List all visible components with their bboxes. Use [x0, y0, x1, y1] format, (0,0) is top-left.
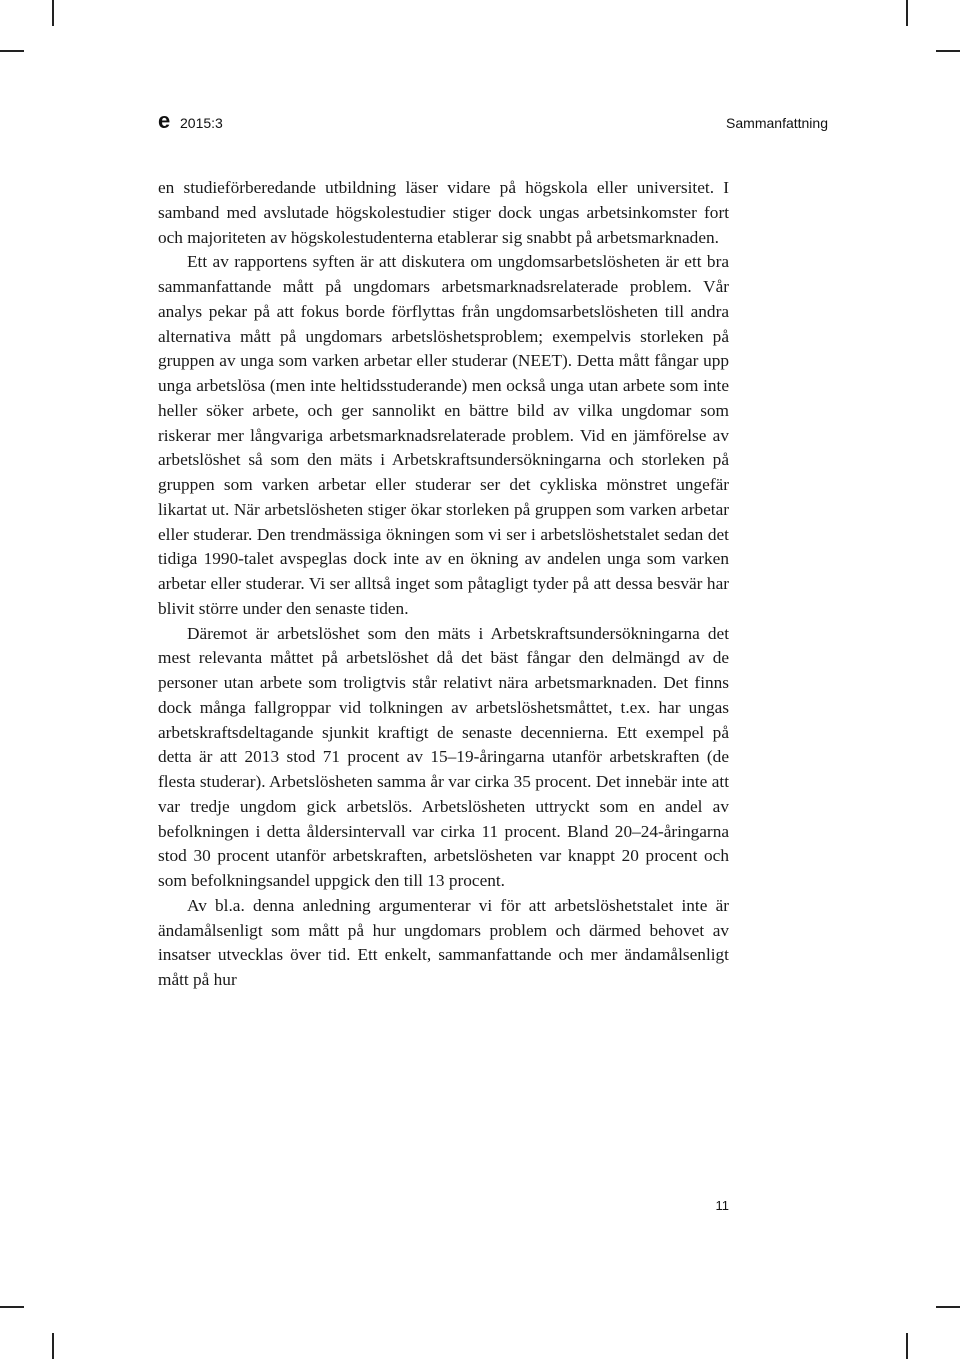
- paragraph-2: Ett av rapportens syften är att diskutera om ungdomsarbetslösheten är ett bra sammanfattande mått på ungdomars arbetsmarknadsrelaterade problem. Vår analys pekar på att fokus borde förflyttas från ungdomsarbetslösheten till andra alternativa mått på ungdomars arbetslöshetsproblem; exempelvis storleken på gruppen av unga som varken arbetar eller studerar (NEET). Detta mått fångar upp unga arbetslösa (men inte heltidsstuderande) men också unga utan arbete som inte heller söker arbete, och ger sannolikt en bättre bild av vilka ungdomar som riskerar mer långvariga arbetsmarknadsrelaterade problem. Vid en jämförelse av arbetslöshet så som den mäts i Arbetskraftsundersökningarna och storleken på gruppen som varken arbetar eller studerar ser det cykliska mönstret ungefär likartat ut. När arbetslösheten stiger ökar storleken på gruppen som varken arbetar eller studerar. Den trendmässiga ökningen som vi ser i arbetslöshetstalet sedan det tidiga 1990-talet avspeglas dock inte av en ökning av andelen unga som varken arbetar eller studerar. Vi ser alltså inget som påtagligt tyder på att dessa besvär har blivit större under den senaste tiden.: [158, 252, 729, 618]
- crop-mark-top-left-horizontal: [0, 50, 24, 52]
- paragraph-3: Däremot är arbetslöshet som den mäts i Arbetskraftsundersökningarna det mest relevanta måttet på arbetslöshet då det bäst fångar den delmängd av de personer utan arbete som troligtvis står relativt nära arbetsmarknaden. Det finns dock många fallgroppar vid tolkningen av arbetslöshetsmåttet, t.ex. har ungas arbetskraftsdeltagande sjunkit kraftigt de senaste decennierna. Ett exempel på detta är att 2013 stod 71 procent av 15–19-åringarna utanför arbetskraften (de flesta studerar). Arbetslösheten samma år var cirka 35 procent. Det innebär inte att var tredje ungdom gick arbetslös. Arbetslösheten uttryckt som en andel av befolkningen i detta åldersintervall var cirka 11 procent. Bland 20–24-åringarna stod 30 procent utanför arbetskraften, arbetslösheten var knappt 20 procent och som befolkningsandel uppgick den till 13 procent.: [158, 623, 729, 890]
- crop-mark-bottom-left-horizontal: [0, 1306, 24, 1308]
- crop-mark-bottom-right-horizontal: [936, 1306, 960, 1308]
- crop-mark-top-right-vertical: [906, 0, 908, 26]
- section-title: Sammanfattning: [726, 115, 828, 131]
- running-header: [158, 108, 828, 135]
- page-number: 11: [715, 1198, 729, 1213]
- crop-mark-bottom-right-vertical: [906, 1333, 908, 1359]
- crop-mark-top-right-horizontal: [936, 50, 960, 52]
- publisher-logo-icon: e: [158, 108, 171, 133]
- issue-number: 2015:3: [180, 115, 223, 131]
- crop-mark-bottom-left-vertical: [52, 1333, 54, 1359]
- paragraph-4: Av bl.a. denna anledning argumenterar vi för att arbetslöshetstalet inte är ändamålsenligt som mått på hur ungdomars problem och därmed behovet av insatser utvecklas över tid. Ett enkelt, sammanfattande och mer ändamålsenligt mått på hur: [158, 895, 729, 989]
- body-text: [158, 176, 729, 993]
- paragraph-1: en studieförberedande utbildning läser vidare på högskola eller universitet. I samband med avslutade högskolestudier stiger dock ungas arbetsinkomster fort och majoriteten av högskolestudenterna etablerar sig snabbt på arbetsmarknaden.: [158, 178, 729, 247]
- crop-mark-top-left-vertical: [52, 0, 54, 26]
